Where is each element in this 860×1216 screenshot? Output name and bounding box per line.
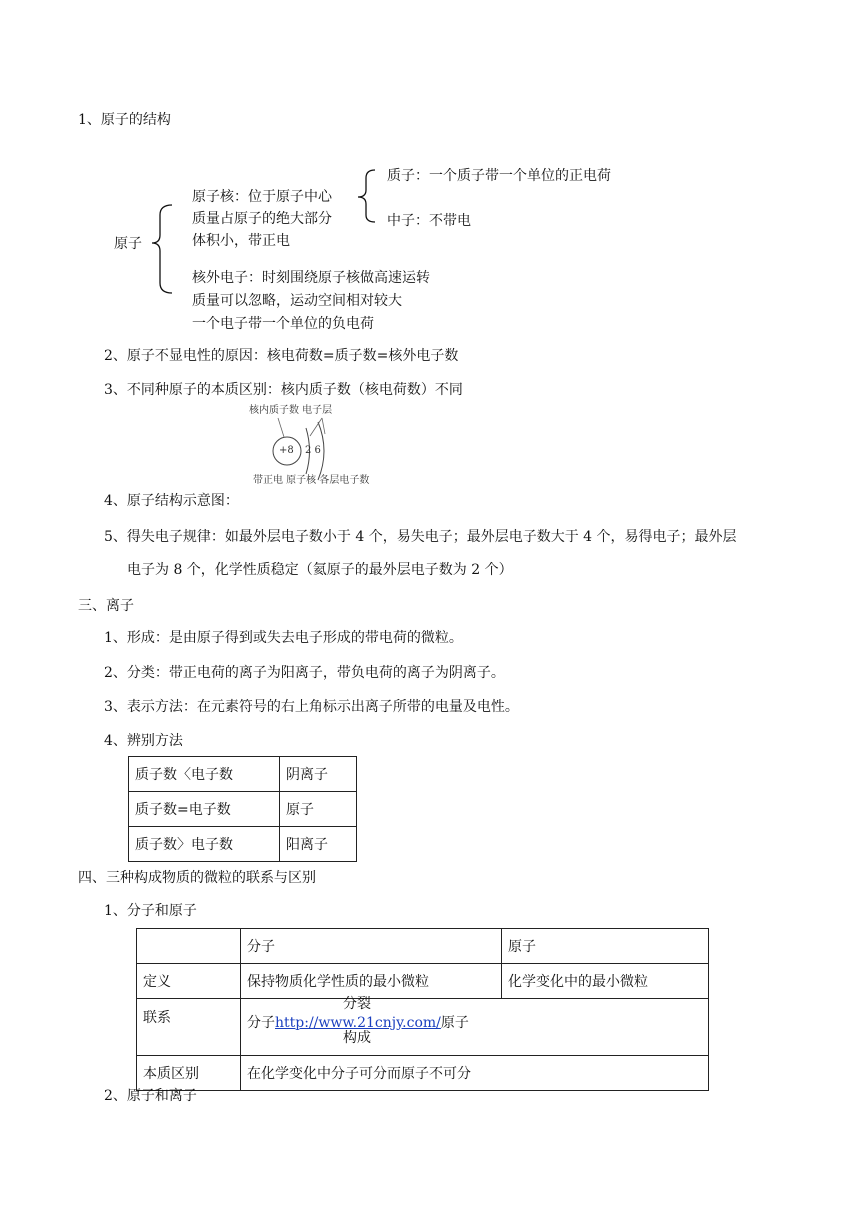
diagram-top-label: 核内质子数 电子层	[249, 405, 333, 416]
ion-item-2: 2、分类：带正电荷的离子为阳离子，带负电荷的离子为阴离子。	[104, 665, 505, 681]
item-5-line-2: 电子为 8 个，化学性质稳定（氦原子的最外层电子数为 2 个）	[127, 562, 513, 578]
ion-item-4: 4、辨别方法	[104, 733, 183, 749]
table-cell: 保持物质化学性质的最小微粒	[241, 964, 502, 999]
proton-text: 质子：一个质子带一个单位的正电荷	[387, 168, 611, 184]
electron-line-1: 核外电子：时刻围绕原子核做高速运转	[192, 270, 430, 286]
ion-item-3: 3、表示方法：在元素符号的右上角标示出离子所带的电量及电性。	[104, 699, 519, 715]
table-cell: 质子数〈电子数	[129, 757, 280, 792]
table-cell: 质子数〉电子数	[129, 827, 280, 862]
table-row	[137, 999, 709, 1056]
table-cell: 本质区别	[137, 1056, 241, 1091]
table-cell: 阳离子	[280, 827, 357, 862]
table-row	[137, 1056, 709, 1091]
link-right-text: 原子	[440, 1015, 469, 1031]
diagram-shells: 2 6	[305, 445, 321, 456]
diagram-nucleus: +8	[279, 445, 294, 456]
table-cell: 定义	[137, 964, 241, 999]
item-3: 3、不同种原子的本质区别：核内质子数（核电荷数）不同	[104, 382, 463, 398]
nucleus-line-3: 体积小，带正电	[192, 233, 290, 249]
table-cell: 质子数=电子数	[129, 792, 280, 827]
table-cell: 原子	[280, 792, 357, 827]
section-1-title: 1、原子的结构	[78, 112, 171, 128]
table-row	[137, 964, 709, 999]
url-link[interactable]: http://www.21cnjy.com/	[275, 1015, 441, 1031]
ion-table	[128, 756, 357, 862]
nucleus-line-2: 质量占原子的绝大部分	[192, 211, 332, 227]
neutron-text: 中子：不带电	[387, 213, 471, 229]
link-cell	[241, 996, 709, 1056]
electron-line-2: 质量可以忽略，运动空间相对较大	[192, 293, 402, 309]
table-cell: 分子	[241, 929, 502, 964]
table-cell: 在化学变化中分子可分而原子不可分	[241, 1056, 709, 1091]
ion-item-1: 1、形成：是由原子得到或失去电子形成的带电荷的微粒。	[104, 630, 463, 646]
table-cell: 阴离子	[280, 757, 357, 792]
arrow-top-label: 分裂	[343, 996, 371, 1012]
arrow-bottom-label: 构成	[343, 1030, 371, 1046]
section-3-title: 三、离子	[78, 598, 134, 614]
item-2: 2、原子不显电性的原因：核电荷数=质子数=核外电子数	[104, 348, 459, 364]
table-cell	[137, 929, 241, 964]
molecule-atom-table	[136, 928, 709, 1091]
table-row	[137, 929, 709, 964]
atom-root-label: 原子	[114, 236, 142, 252]
table-row	[129, 792, 357, 827]
table-cell: 联系	[137, 999, 241, 1056]
table-cell: 原子	[502, 929, 709, 964]
sub-2-title: 2、原子和离子	[104, 1088, 197, 1104]
electron-line-3: 一个电子带一个单位的负电荷	[192, 316, 374, 332]
diagram-bottom-label: 带正电 原子核 各层电子数	[253, 475, 370, 486]
table-row	[129, 757, 357, 792]
table-cell: 化学变化中的最小微粒	[502, 964, 709, 999]
table-row	[129, 827, 357, 862]
section-4-title: 四、三种构成物质的微粒的联系与区别	[78, 870, 316, 886]
nucleus-line-1: 原子核：位于原子中心	[192, 189, 332, 205]
link-left-text: 分子	[247, 1015, 275, 1031]
sub-1-title: 1、分子和原子	[104, 903, 197, 919]
item-4: 4、原子结构示意图：	[104, 493, 239, 509]
item-5-line-1: 5、得失电子规律：如最外层电子数小于 4 个，易失电子；最外层电子数大于 4 个，易得电子；最外层	[104, 529, 737, 545]
